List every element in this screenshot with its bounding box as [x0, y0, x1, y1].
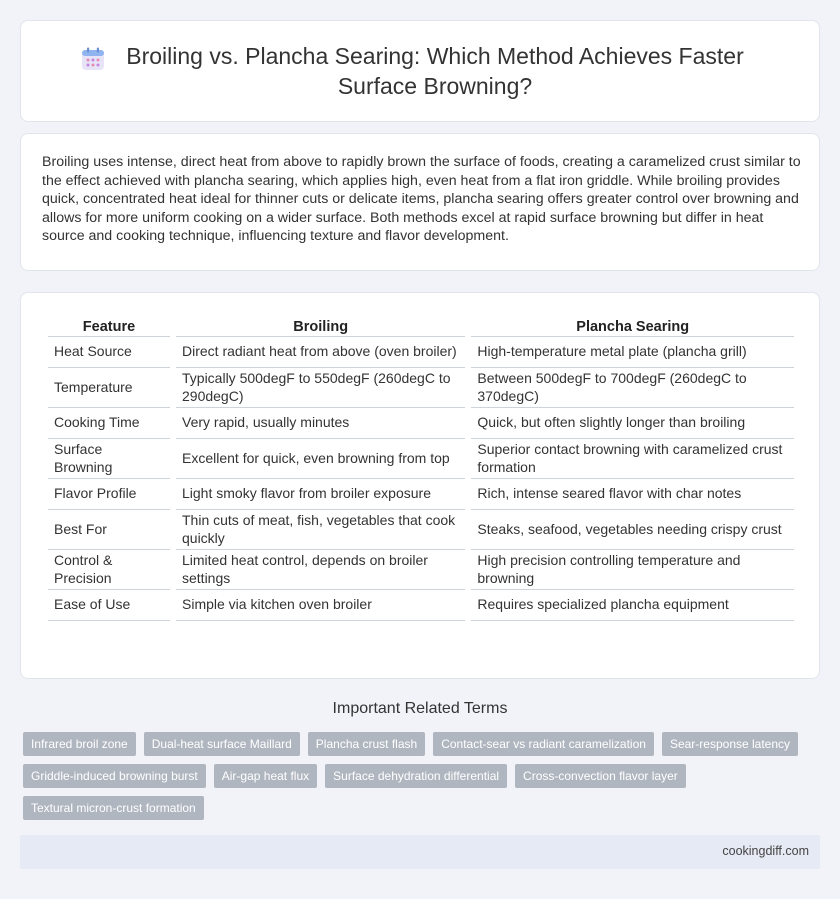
table-row	[48, 439, 794, 479]
header-feature: Feature	[48, 317, 170, 337]
broiling-cell: Direct radiant heat from above (oven broiler)	[176, 337, 465, 368]
footer-site-link[interactable]: cookingdiff.com	[722, 844, 809, 858]
broiling-cell: Thin cuts of meat, fish, vegetables that cook quickly	[176, 510, 465, 550]
table-row	[48, 408, 794, 439]
table-row	[48, 550, 794, 590]
related-terms-section	[20, 698, 820, 815]
table-row	[48, 590, 794, 621]
table-row	[48, 479, 794, 510]
related-term-tag[interactable]: Air-gap heat flux	[214, 764, 317, 788]
feature-cell: Temperature	[48, 368, 170, 408]
plancha-cell: Quick, but often slightly longer than broiling	[471, 408, 794, 439]
related-terms-title: Important Related Terms	[332, 700, 508, 717]
intro-paragraph: Broiling uses intense, direct heat from above to rapidly brown the surface of foods, creating a caramelized crust similar to the effect achieved with plancha searing, which applies high, even heat from a flat iron griddle. While broiling provides quick, concentrated heat ideal for thinner cuts or delicate items, plancha searing offers greater control over browning and allows for more uniform cooking on a wider surface. Both methods excel at rapid surface browning but differ in heat source and cooking technique, influencing texture and flavor development.	[42, 154, 801, 245]
plancha-cell: High precision controlling temperature and browning	[471, 550, 794, 590]
plancha-cell: Requires specialized plancha equipment	[471, 590, 794, 621]
broiling-cell: Typically 500degF to 550degF (260degC to 290degC)	[176, 368, 465, 408]
table-row	[48, 368, 794, 408]
table-row	[48, 510, 794, 550]
related-term-tag[interactable]: Griddle-induced browning burst	[23, 764, 206, 788]
broiling-cell: Excellent for quick, even browning from top	[176, 439, 465, 479]
broiling-cell: Very rapid, usually minutes	[176, 408, 465, 439]
table-row	[48, 337, 794, 368]
plancha-cell: Superior contact browning with caramelized crust formation	[471, 439, 794, 479]
header-broiling: Broiling	[176, 317, 465, 337]
related-terms-tags	[23, 732, 813, 820]
related-term-tag[interactable]: Textural micron-crust formation	[23, 796, 204, 820]
related-term-tag[interactable]: Plancha crust flash	[308, 732, 425, 756]
page-title: Broiling vs. Plancha Searing: Which Method Achieves Faster Surface Browning?	[126, 43, 744, 99]
related-term-tag[interactable]: Surface dehydration differential	[325, 764, 507, 788]
plancha-cell: Rich, intense seared flavor with char notes	[471, 479, 794, 510]
comparison-table	[42, 317, 800, 621]
related-term-tag[interactable]: Cross-convection flavor layer	[515, 764, 686, 788]
table-header-row	[48, 317, 794, 337]
comparison-table-card	[20, 292, 820, 679]
intro-card	[20, 133, 820, 271]
related-term-tag[interactable]: Sear-response latency	[662, 732, 798, 756]
related-term-tag[interactable]: Dual-heat surface Maillard	[144, 732, 300, 756]
plancha-cell: Steaks, seafood, vegetables needing crispy crust	[471, 510, 794, 550]
plancha-cell: Between 500degF to 700degF (260degC to 370degC)	[471, 368, 794, 408]
related-term-tag[interactable]: Contact-sear vs radiant caramelization	[433, 732, 654, 756]
feature-cell: Cooking Time	[48, 408, 170, 439]
title-card	[20, 20, 820, 122]
plancha-cell: High-temperature metal plate (plancha grill)	[471, 337, 794, 368]
feature-cell: Ease of Use	[48, 590, 170, 621]
related-term-tag[interactable]: Infrared broil zone	[23, 732, 136, 756]
header-plancha-searing: Plancha Searing	[471, 317, 794, 337]
feature-cell: Best For	[48, 510, 170, 550]
broiling-cell: Light smoky flavor from broiler exposure	[176, 479, 465, 510]
broiling-cell: Limited heat control, depends on broiler settings	[176, 550, 465, 590]
feature-cell: Flavor Profile	[48, 479, 170, 510]
feature-cell: Control & Precision	[48, 550, 170, 590]
broiling-cell: Simple via kitchen oven broiler	[176, 590, 465, 621]
feature-cell: Surface Browning	[48, 439, 170, 479]
footer	[20, 835, 820, 869]
feature-cell: Heat Source	[48, 337, 170, 368]
